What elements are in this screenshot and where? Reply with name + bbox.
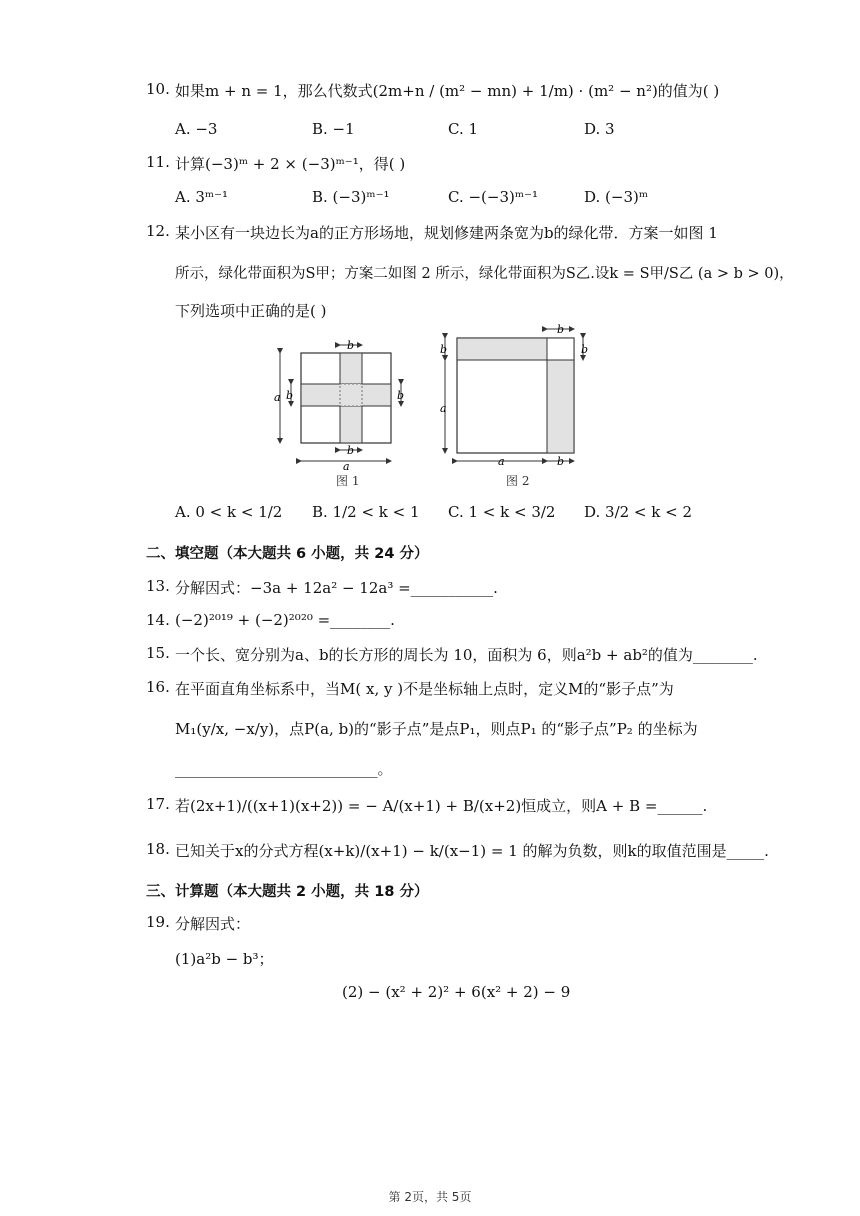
- figure-1: [260, 335, 420, 490]
- q16-text-line3: ___________________________。: [175, 760, 393, 778]
- q15-number: 15.: [146, 644, 170, 662]
- fig2-label-b-bottom: b: [557, 455, 565, 468]
- q18-number: 18.: [146, 840, 170, 858]
- q14-text: (−2)²⁰¹⁹ + (−2)²⁰²⁰ =________.: [175, 611, 395, 629]
- fig2-right-band: [547, 360, 574, 453]
- q10-option-b: B. −1: [312, 120, 355, 138]
- section-2-heading: 二、填空题（本大题共 6 小题，共 24 分）: [146, 546, 429, 562]
- q16-text-line2: M₁(y/x, −x/y)，点P(a, b)的“影子点”是点P₁，则点P₁ 的“影子点”P₂ 的坐标为: [175, 720, 698, 738]
- q12-option-b: B. 1/2 < k < 1: [312, 503, 420, 521]
- fig2-label-a-bottom: a: [498, 455, 505, 468]
- fig2-label-b-top: b: [557, 323, 565, 336]
- q14-number: 14.: [146, 611, 170, 629]
- fig2-label-a-left: a: [440, 402, 447, 415]
- q16-number: 16.: [146, 678, 170, 696]
- fig1-label-a-left: a: [274, 391, 281, 404]
- q17-number: 17.: [146, 795, 170, 813]
- fig2-label-b-left: b: [440, 343, 448, 356]
- q12-text-line3: 下列选项中正确的是( ): [175, 302, 327, 320]
- fig1-label-b-top: b: [347, 339, 355, 352]
- fig1-caption: 图 1: [336, 474, 360, 488]
- q10-option-c: C. 1: [448, 120, 479, 138]
- q19-text: 分解因式：: [175, 915, 251, 933]
- q19-part2: (2) − (x² + 2)² + 6(x² + 2) − 9: [342, 983, 571, 1001]
- q15-text: 一个长、宽分别为a、b的长方形的周长为 10，面积为 6，则a²b + ab²的值为________.: [175, 646, 758, 664]
- q16-text-line1: 在平面直角坐标系中，当M( x, y )不是坐标轴上点时，定义M的“影子点”为: [175, 680, 674, 698]
- q10-number: 10.: [146, 80, 170, 98]
- q10-text: 如果m + n = 1，那么代数式(2m+n / (m² − mn) + 1/m) · (m² − n²)的值为( ): [175, 82, 720, 100]
- fig1-label-b-left: b: [286, 389, 294, 402]
- q11-option-a: A. 3ᵐ⁻¹: [175, 188, 229, 206]
- q19-part1: (1)a²b − b³；: [175, 950, 274, 968]
- figure-2: [430, 320, 600, 490]
- fig2-label-b-right: b: [581, 343, 589, 356]
- q11-text: 计算(−3)ᵐ + 2 × (−3)ᵐ⁻¹，得( ): [175, 155, 406, 173]
- q12-text-line1: 某小区有一块边长为a的正方形场地，规划修建两条宽为b的绿化带．方案一如图 1: [175, 224, 718, 242]
- q12-option-c: C. 1 < k < 3/2: [448, 503, 556, 521]
- fig1-label-b-bottom: b: [347, 444, 355, 457]
- q18-text: 已知关于x的分式方程(x+k)/(x+1) − k/(x−1) = 1 的解为负数，则k的取值范围是_____.: [175, 842, 769, 860]
- q11-option-b: B. (−3)ᵐ⁻¹: [312, 188, 390, 206]
- q19-number: 19.: [146, 913, 170, 931]
- fig1-label-b-right: b: [397, 389, 405, 402]
- q10-option-a: A. −3: [175, 120, 218, 138]
- q13-number: 13.: [146, 577, 170, 595]
- q12-text-line2: 所示，绿化带面积为S甲；方案二如图 2 所示，绿化带面积为S乙.设k = S甲/S乙 (a > b > 0)，: [175, 266, 794, 282]
- page-footer: 第 2页，共 5页: [388, 1190, 472, 1204]
- q11-option-d: D. (−3)ᵐ: [584, 188, 649, 206]
- q11-option-c: C. −(−3)ᵐ⁻¹: [448, 188, 538, 206]
- fig1-label-a-bottom: a: [343, 460, 350, 473]
- q12-option-d: D. 3/2 < k < 2: [584, 503, 693, 521]
- q13-text: 分解因式：−3a + 12a² − 12a³ =___________.: [175, 579, 498, 597]
- fig2-caption: 图 2: [506, 474, 530, 488]
- q10-option-d: D. 3: [584, 120, 615, 138]
- q12-number: 12.: [146, 222, 170, 240]
- q12-option-a: A. 0 < k < 1/2: [175, 503, 283, 521]
- q11-number: 11.: [146, 153, 170, 171]
- section-3-heading: 三、计算题（本大题共 2 小题，共 18 分）: [146, 884, 429, 900]
- q17-text: 若(2x+1)/((x+1)(x+2)) = − A/(x+1) + B/(x+2)恒成立，则A + B =______.: [175, 797, 708, 815]
